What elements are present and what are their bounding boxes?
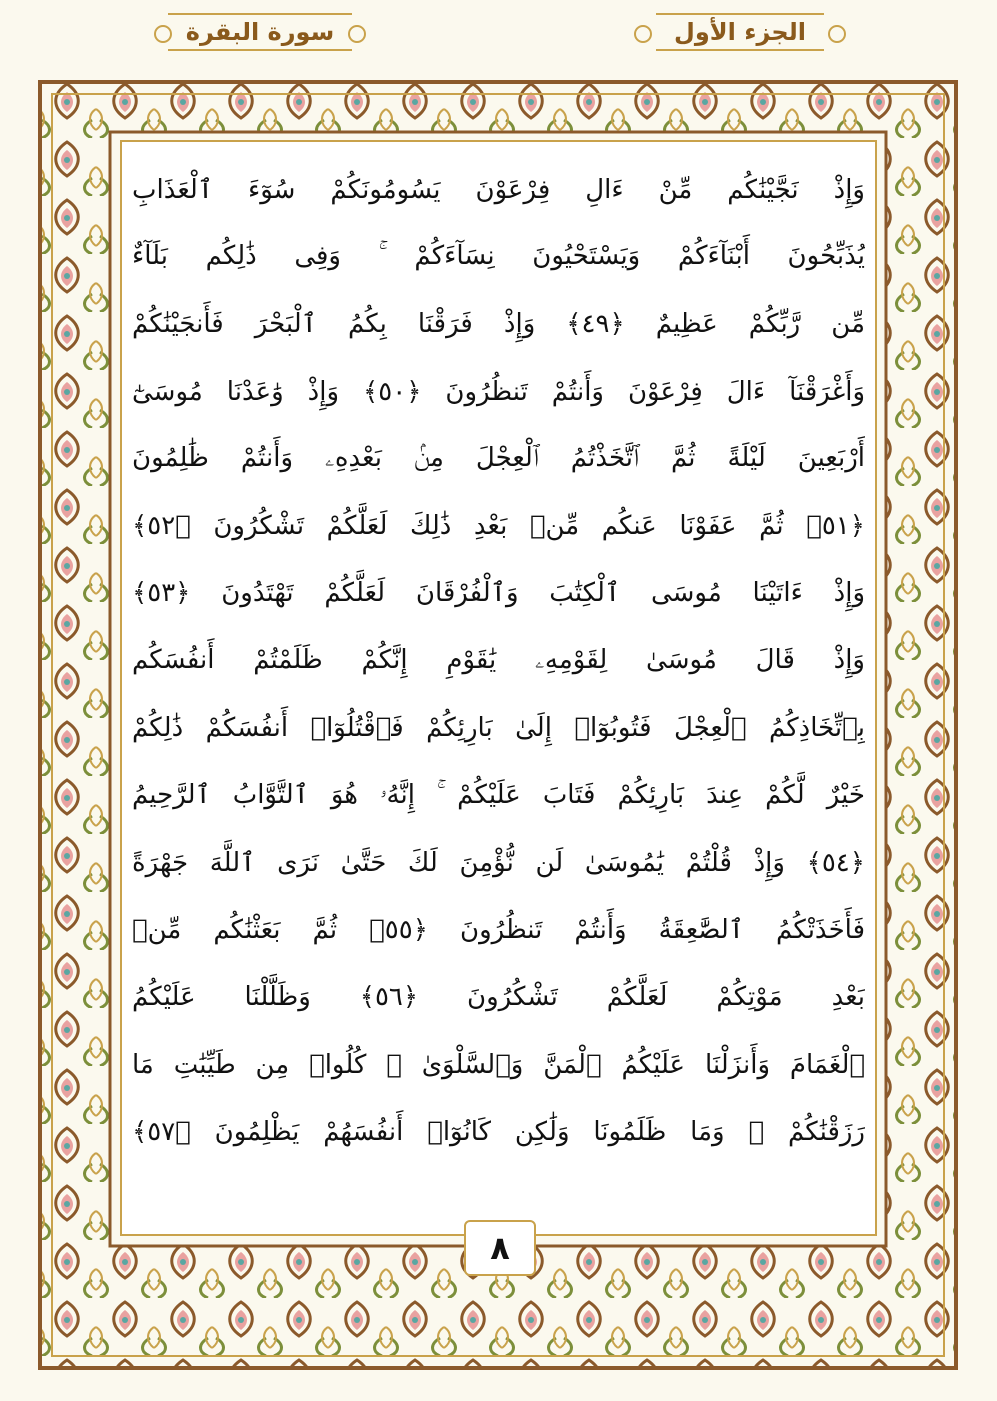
surah-name-label: سورة البقرة (168, 13, 352, 51)
text-line: فَأَخَذَتْكُمُ ٱلصَّٰعِقَةُ وَأَنتُمْ تَنظُرُونَ ﴿٥٥﴾ ثُمَّ بَعَثْنَٰكُم مِّنۢ (132, 914, 865, 945)
juz-name-header (640, 12, 840, 52)
text-line: وَإِذْ ءَاتَيْنَا مُوسَى ٱلْكِتَٰبَ وَٱلْفُرْقَانَ لَعَلَّكُمْ تَهْتَدُونَ ﴿٥٣﴾ (132, 578, 865, 609)
text-line: ٱلْغَمَامَ وَأَنزَلْنَا عَلَيْكُمُ ٱلْمَنَّ وَٱلسَّلْوَىٰ ۖ كُلُوا۟ مِن طَيِّبَٰتِ مَا (132, 1049, 865, 1080)
text-line: وَأَغْرَقْنَآ ءَالَ فِرْعَوْنَ وَأَنتُمْ تَنظُرُونَ ﴿٥٠﴾ وَإِذْ وَٰعَدْنَا مُوسَىٰٓ (132, 376, 865, 407)
text-line: بِٱتِّخَاذِكُمُ ٱلْعِجْلَ فَتُوبُوٓا۟ إِلَىٰ بَارِئِكُمْ فَٱقْتُلُوٓا۟ أَنفُسَكُمْ ذَٰلِكُمْ (132, 713, 865, 744)
header-ornament-right (348, 25, 366, 43)
page-number: ٨ (464, 1220, 536, 1276)
header-ornament-right (828, 25, 846, 43)
text-line: بَعْدِ مَوْتِكُمْ لَعَلَّكُمْ تَشْكُرُونَ ﴿٥٦﴾ وَظَلَّلْنَا عَلَيْكُمُ (132, 982, 865, 1013)
text-line: رَزَقْنَٰكُمْ ۖ وَمَا ظَلَمُونَا وَلَٰكِن كَانُوٓا۟ أَنفُسَهُمْ يَظْلِمُونَ ﴿٥٧﴾ (132, 1116, 865, 1147)
text-line: وَإِذْ نَجَّيْنَٰكُم مِّنْ ءَالِ فِرْعَوْنَ يَسُومُونَكُمْ سُوٓءَ ٱلْعَذَابِ (132, 174, 865, 205)
header-ornament-left (154, 25, 172, 43)
verse-lines (132, 156, 865, 1165)
surah-name-header (160, 12, 360, 52)
text-line: أَرْبَعِينَ لَيْلَةً ثُمَّ ٱتَّخَذْتُمُ ٱلْعِجْلَ مِنۢ بَعْدِهِۦ وَأَنتُمْ ظَٰلِمُونَ (132, 443, 865, 474)
header-ornament-left (634, 25, 652, 43)
quran-page (120, 140, 877, 1236)
text-line: ﴿٥٤﴾ وَإِذْ قُلْتُمْ يَٰمُوسَىٰ لَن نُّؤْمِنَ لَكَ حَتَّىٰ نَرَى ٱللَّهَ جَهْرَةً (132, 847, 865, 878)
text-line: خَيْرٌ لَّكُمْ عِندَ بَارِئِكُمْ فَتَابَ عَلَيْكُمْ ۚ إِنَّهُۥ هُوَ ٱلتَّوَّابُ ٱلرَّحِيمُ (132, 779, 865, 810)
text-line: مِّن رَّبِّكُمْ عَظِيمٌ ﴿٤٩﴾ وَإِذْ فَرَقْنَا بِكُمُ ٱلْبَحْرَ فَأَنجَيْنَٰكُمْ (132, 309, 865, 340)
juz-name-label: الجزء الأول (656, 13, 824, 51)
text-line: يُذَبِّحُونَ أَبْنَآءَكُمْ وَيَسْتَحْيُونَ نِسَآءَكُمْ ۚ وَفِى ذَٰلِكُم بَلَآءٌ (132, 241, 865, 272)
text-line: وَإِذْ قَالَ مُوسَىٰ لِقَوْمِهِۦ يَٰقَوْمِ إِنَّكُمْ ظَلَمْتُمْ أَنفُسَكُم (132, 645, 865, 676)
text-line: ﴿٥١﴾ ثُمَّ عَفَوْنَا عَنكُم مِّنۢ بَعْدِ ذَٰلِكَ لَعَلَّكُمْ تَشْكُرُونَ ﴿٥٢﴾ (132, 511, 865, 542)
